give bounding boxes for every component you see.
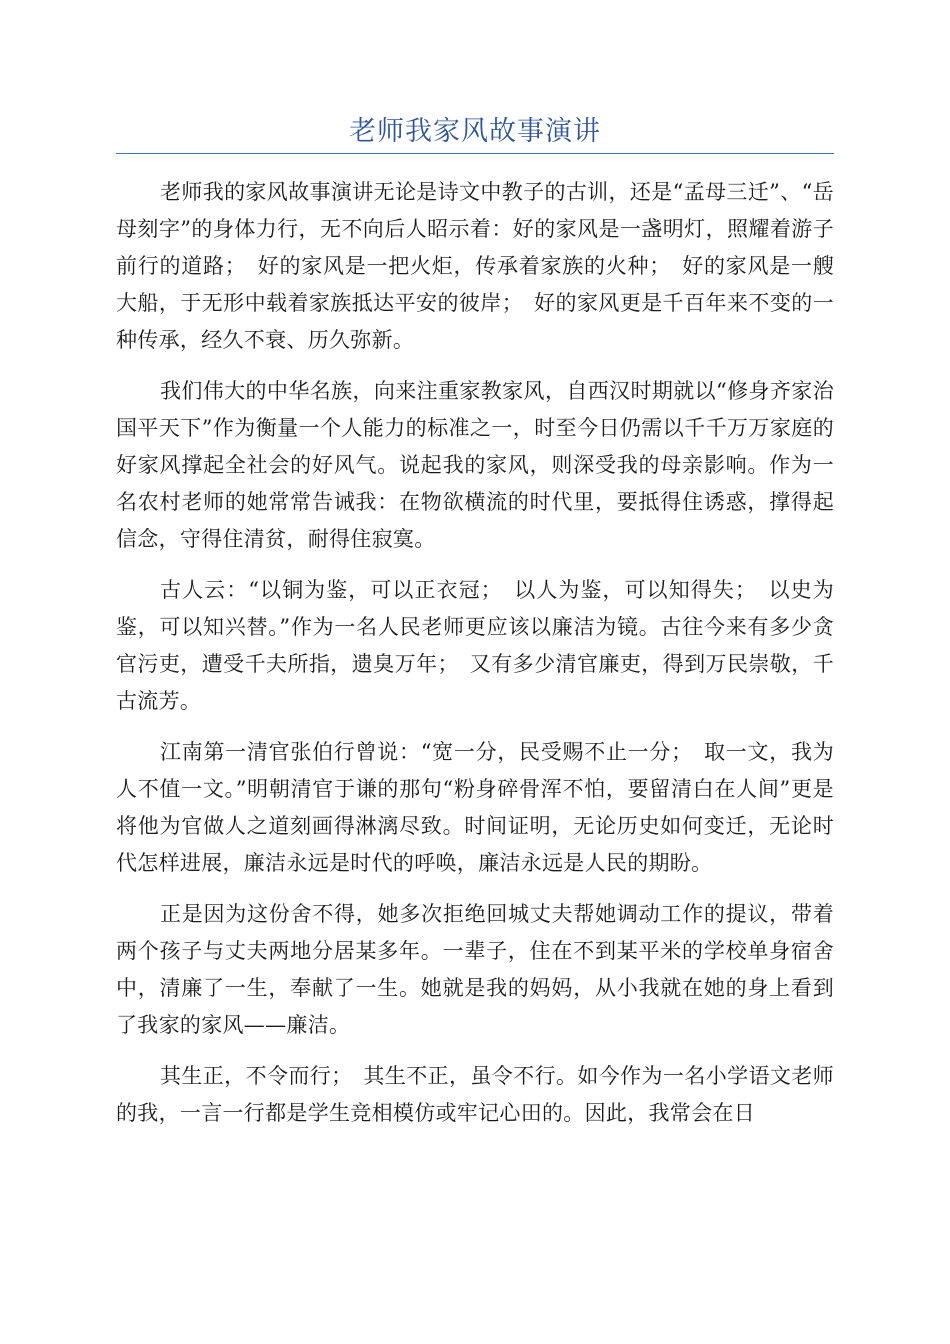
paragraph-3: 古人云：“以铜为鉴，可以正衣冠； 以人为鉴，可以知得失； 以史为鉴，可以知兴替。”作为一名人民老师更应该以廉洁为镜。古往今来有多少贪官污吏，遭受千夫所指，遗臭万年； 又有多少清官廉吏，得到万民崇敬，千古流芳。: [116, 578, 834, 713]
document-title: 老师我家风故事演讲: [349, 116, 601, 147]
paragraph-4: 江南第一清官张伯行曾说：“宽一分，民受赐不止一分； 取一文，我为人不值一文。”明朝清官于谦的那句“粉身碎骨浑不怕，要留清白在人间”更是将他为官做人之道刻画得淋漓尽致。时间证明，无论历史如何变迁，无论时代怎样进展，廉洁永远是时代的呼唤，廉洁永远是人民的期盼。: [116, 740, 834, 875]
paragraph-6: 其生正，不令而行； 其生不正，虽令不行。如今作为一名小学语文老师的我，一言一行都是学生竞相模仿或牢记心田的。因此，我常会在日: [116, 1064, 834, 1125]
document-body: [116, 174, 834, 1146]
title-underline: [116, 153, 834, 154]
paragraph-1: 老师我的家风故事演讲无论是诗文中教子的古训，还是“孟母三迁”、“岳母刻字”的身体力行，无不向后人昭示着：好的家风是一盏明灯，照耀着游子前行的道路； 好的家风是一把火炬，传承着家族的火种； 好的家风是一艘大船，于无形中载着家族抵达平安的彼岸； 好的家风更是千百年来不变的一种传承，经久不衰、历久弥新。: [116, 180, 834, 352]
paragraph-2: 我们伟大的中华名族，向来注重家教家风，自西汉时期就以“修身齐家治国平天下”作为衡量一个人能力的标准之一，时至今日仍需以千千万万家庭的好家风撑起全社会的好风气。说起我的家风，则深受我的母亲影响。作为一名农村老师的她常常告诫我：在物欲横流的时代里，要抵得住诱惑，撑得起信念，守得住清贫，耐得住寂寞。: [116, 379, 834, 551]
paragraph-5: 正是因为这份舍不得，她多次拒绝回城丈夫帮她调动工作的提议，带着两个孩子与丈夫两地分居某多年。一辈子，住在不到某平米的学校单身宿舍中，清廉了一生，奉献了一生。她就是我的妈妈，从小我就在她的身上看到了我家的家风——廉洁。: [116, 902, 834, 1037]
